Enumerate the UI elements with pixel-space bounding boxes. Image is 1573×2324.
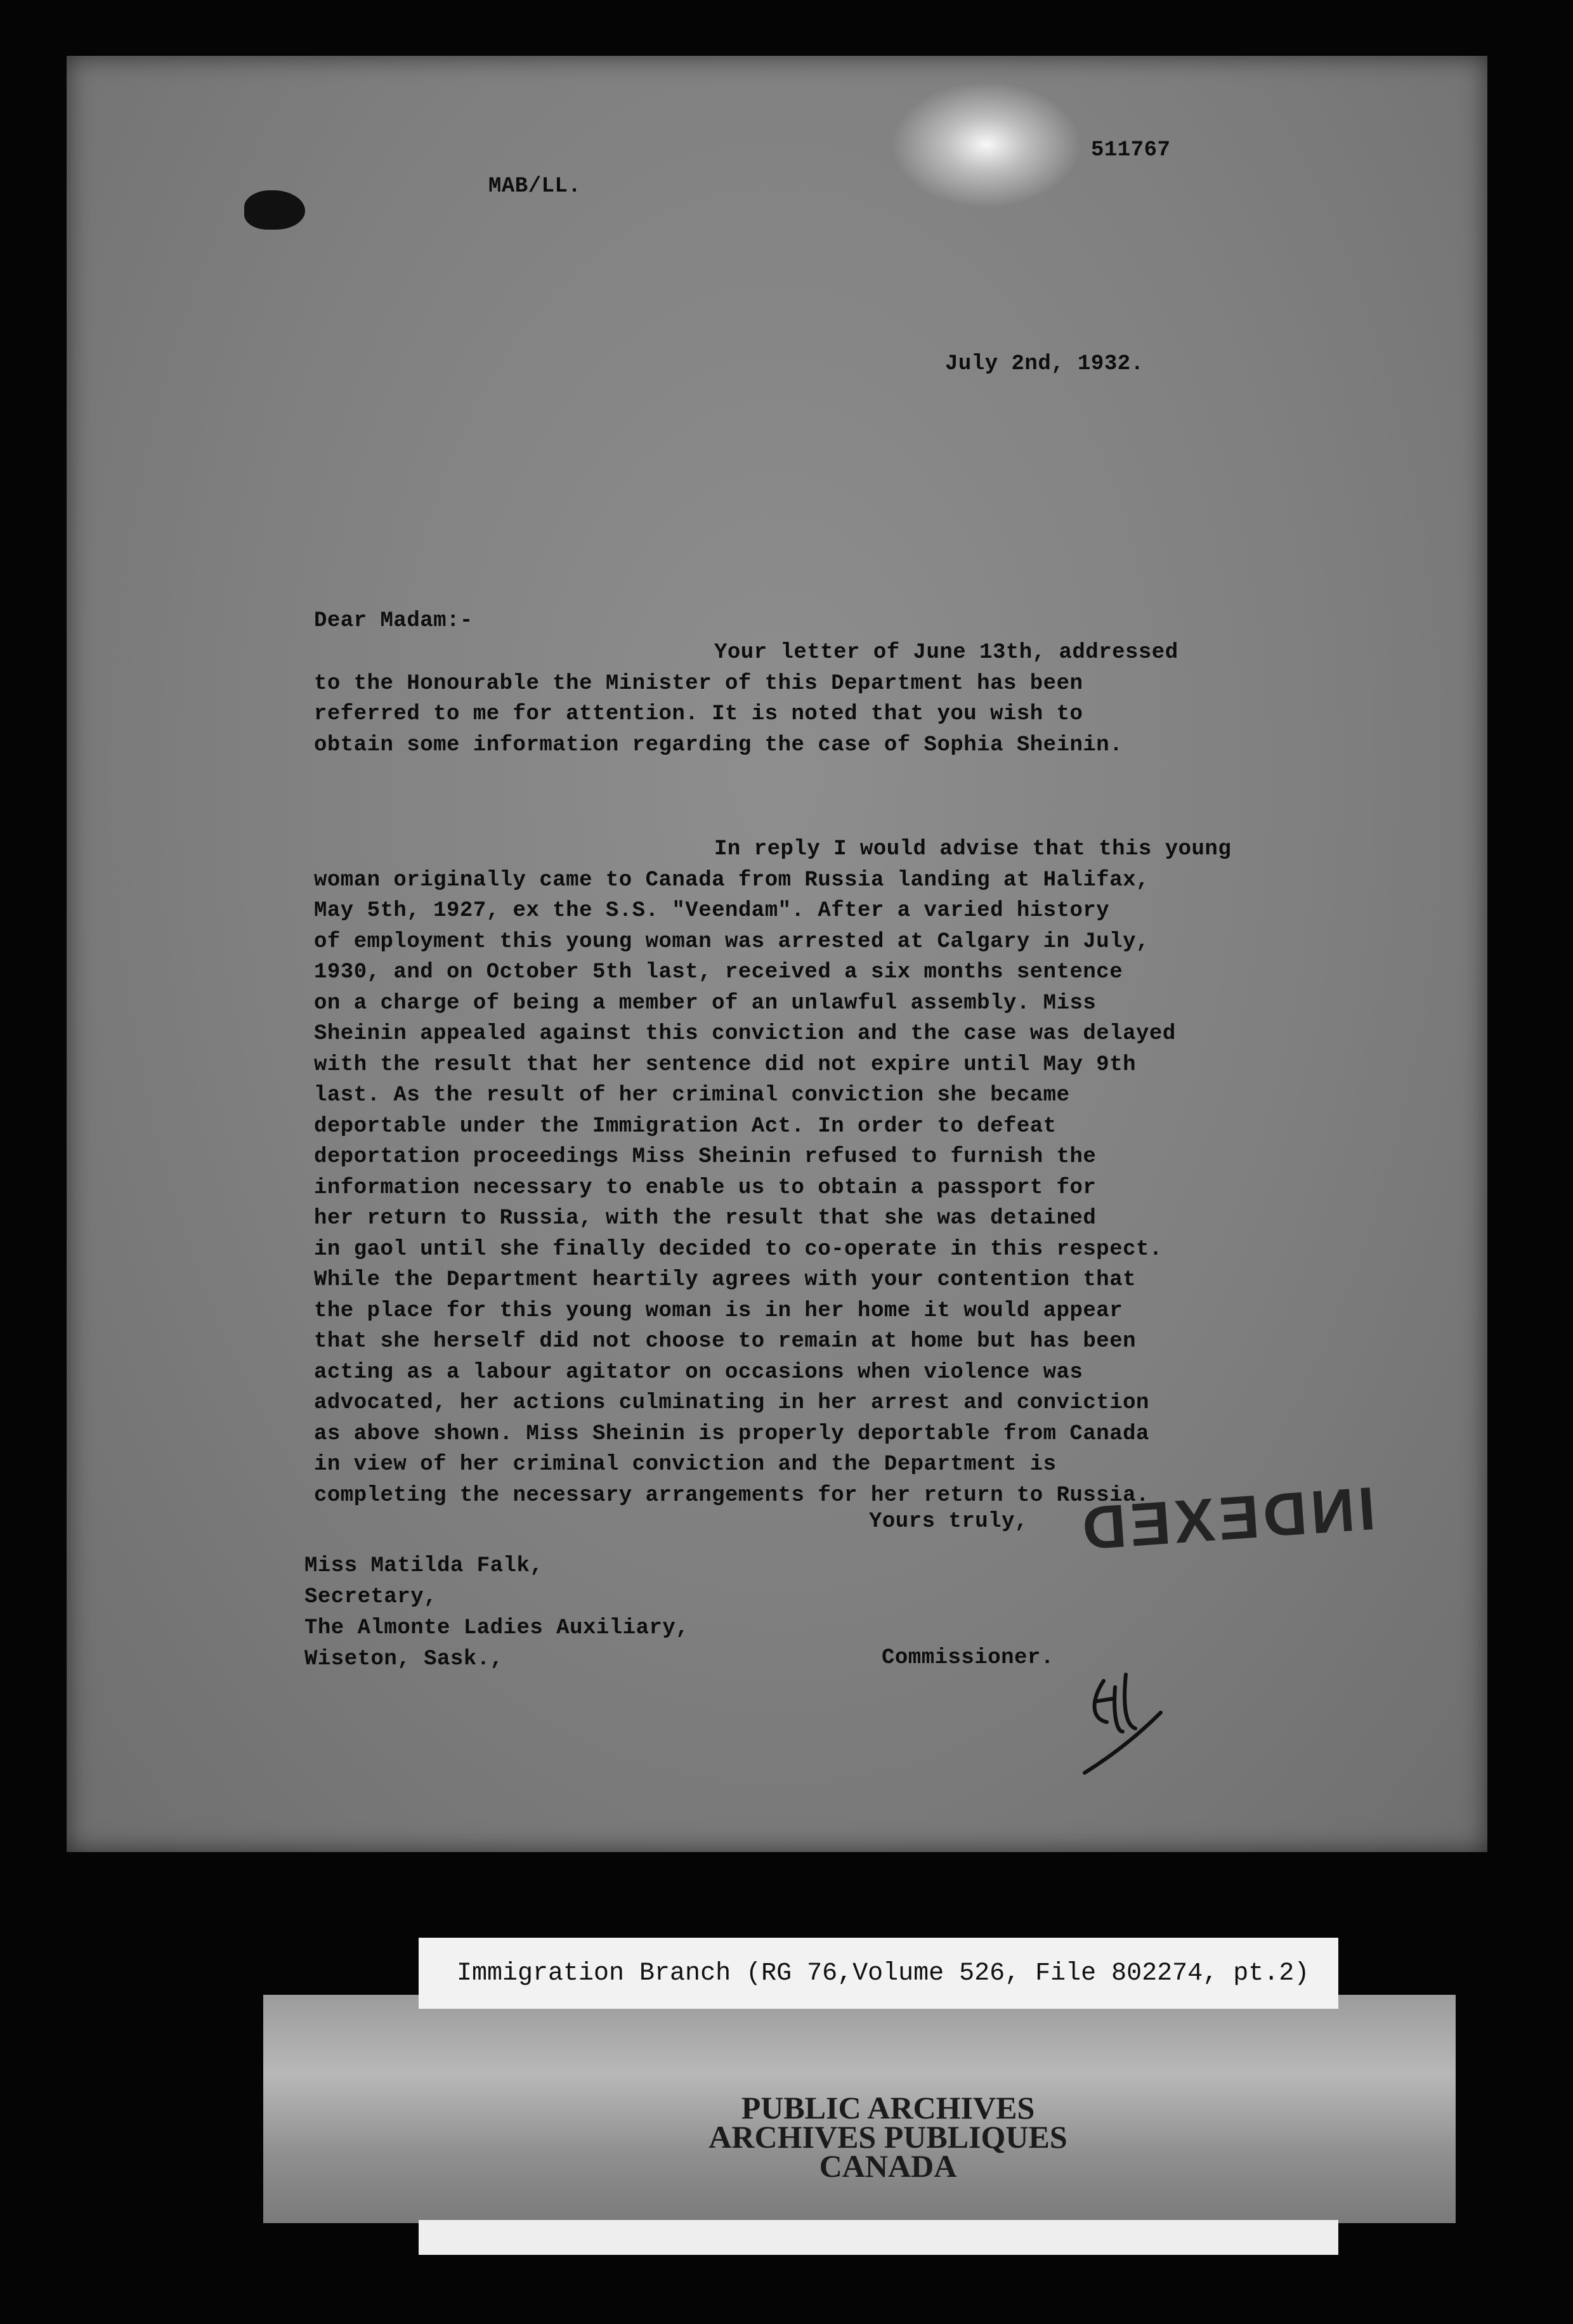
paragraph-2-line: completing the necessary arrangements for her return to Russia. (314, 1483, 1149, 1508)
paragraph-1-line: Your letter of June 13th, addressed (714, 641, 1178, 665)
addressee-line: The Almonte Ladies Auxiliary, (304, 1616, 689, 1640)
paragraph-2-line: Sheinin appealed against this conviction and the case was delayed (314, 1022, 1176, 1046)
paragraph-2-line: deportable under the Immigration Act. In order to defeat (314, 1114, 1057, 1139)
paragraph-2-line: advocated, her actions culminating in her arrest and conviction (314, 1391, 1149, 1415)
signer-title: Commissioner. (882, 1646, 1054, 1670)
archive-caption: Immigration Branch (RG 76,Volume 526, File 802274, pt.2) (419, 1938, 1338, 2009)
paragraph-2-line: as above shown. Miss Sheinin is properly deportable from Canada (314, 1421, 1149, 1446)
paragraph-2-line: information necessary to enable us to obtain a passport for (314, 1175, 1097, 1200)
paragraph-1-line: obtain some information regarding the case of Sophia Sheinin. (314, 733, 1123, 757)
indexed-stamp: INDEXED (1076, 1474, 1378, 1563)
addressee-block (304, 1551, 689, 1675)
paragraph-2-line: In reply I would advise that this young (714, 837, 1232, 861)
paragraph-2-line: the place for this young woman is in her home it would appear (314, 1298, 1123, 1323)
paragraph-1 (314, 637, 1178, 761)
archive-stamp-line: ARCHIVES PUBLIQUES (708, 2119, 1067, 2155)
addressee-line: Wiseton, Sask., (304, 1647, 504, 1671)
archive-stamp-line: PUBLIC ARCHIVES (741, 2090, 1035, 2125)
archive-stamp (653, 2090, 1123, 2184)
reference-initials: MAB/LL. (488, 174, 582, 199)
paragraph-2-line: 1930, and on October 5th last, received a six months sentence (314, 960, 1123, 984)
paragraph-2-line: in view of her criminal conviction and the Department is (314, 1452, 1057, 1477)
paragraph-2-line: that she herself did not choose to remain at home but has been (314, 1329, 1137, 1354)
paragraph-2-line: woman originally came to Canada from Russia landing at Halifax, (314, 868, 1149, 892)
paragraph-2-line: deportation proceedings Miss Sheinin refused to furnish the (314, 1145, 1097, 1169)
paragraph-2 (314, 834, 1231, 1511)
file-number: 511767 (1091, 138, 1171, 162)
paragraph-2-line: of employment this young woman was arrested at Calgary in July, (314, 929, 1149, 954)
archive-stamp-line: CANADA (819, 2148, 957, 2184)
ink-blot (244, 190, 305, 230)
paragraph-1-line: referred to me for attention. It is noted that you wish to (314, 702, 1083, 726)
paragraph-2-line: with the result that her sentence did not expire until May 9th (314, 1052, 1137, 1077)
paragraph-1-line: to the Honourable the Minister of this Department has been (314, 671, 1083, 696)
paragraph-2-line: her return to Russia, with the result that she was detained (314, 1206, 1097, 1231)
salutation: Dear Madam:- (314, 609, 473, 633)
paragraph-2-line: acting as a labour agitator on occasions when violence was (314, 1360, 1083, 1385)
closing: Yours truly, (869, 1510, 1028, 1534)
paragraph-2-line: on a charge of being a member of an unlawful assembly. Miss (314, 991, 1097, 1015)
addressee-line: Miss Matilda Falk, (304, 1554, 544, 1578)
paragraph-2-line: While the Department heartily agrees with your contention that (314, 1268, 1137, 1292)
archive-label-bottom (419, 2220, 1338, 2255)
handwritten-initials (1078, 1662, 1167, 1776)
paragraph-2-line: last. As the result of her criminal conviction she became (314, 1083, 1070, 1107)
light-flare (891, 81, 1081, 208)
letter-date: July 2nd, 1932. (945, 352, 1144, 376)
paragraph-2-line: in gaol until she finally decided to co-operate in this respect. (314, 1237, 1163, 1262)
paragraph-2-line: May 5th, 1927, ex the S.S. "Veendam". After a varied history (314, 899, 1110, 923)
addressee-line: Secretary, (304, 1585, 438, 1609)
